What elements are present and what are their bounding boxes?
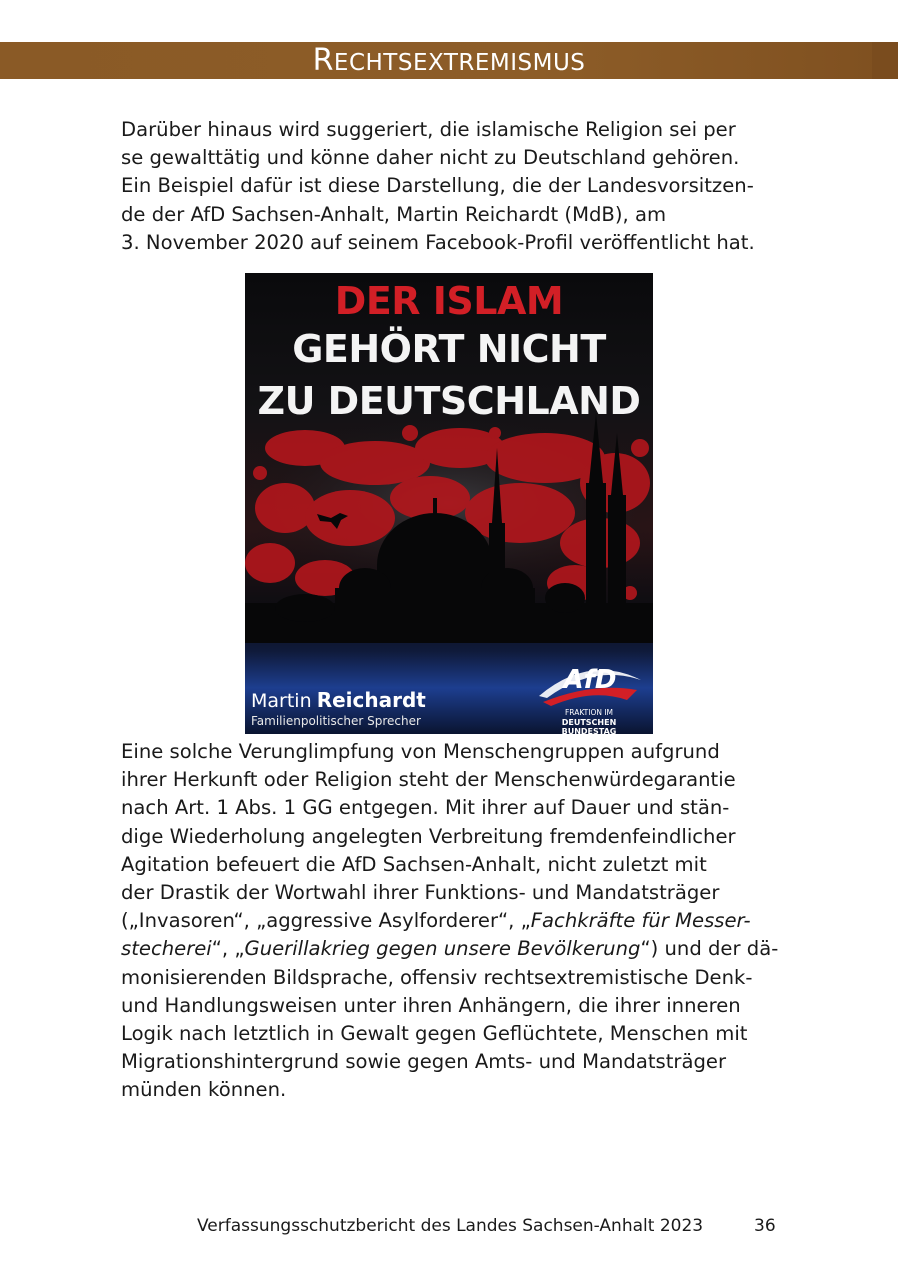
paragraph-line: ihrer Herkunft oder Religion steht der Menschenwürdegarantie xyxy=(121,768,736,792)
intro-line: 3. November 2020 auf seinem Facebook-Profil veröffentlicht hat. xyxy=(121,230,755,254)
poster-headline-white-2: ZU DEUTSCHLAND xyxy=(257,379,641,423)
paragraph-line: monisierenden Bildsprache, offensiv rechtsextremistische Denk- xyxy=(121,965,753,989)
paragraph-line: Eine solche Verunglimpfung von Menschengruppen aufgrund xyxy=(121,740,720,763)
quote-italic: Fachkräfte für Messer- xyxy=(530,909,751,933)
paragraph-line: Migrationshintergrund sowie gegen Amts- und Mandatsträger xyxy=(121,1050,727,1074)
afd-logo xyxy=(533,660,645,734)
paragraph-line xyxy=(121,907,781,935)
intro-line: Ein Beispiel dafür ist diese Darstellung, die der Landesvorsitzen- xyxy=(121,174,754,198)
footer-report-title: Verfassungsschutzbericht des Landes Sachsen-Anhalt 2023 xyxy=(197,1216,704,1236)
intro-line: se gewalttätig und könne daher nicht zu Deutschland gehören. xyxy=(121,146,740,170)
intro-paragraph xyxy=(121,116,781,257)
paragraph-line: Logik nach letztlich in Gewalt gegen Geflüchtete, Menschen mit xyxy=(121,1022,748,1046)
poster-role: Familienpolitischer Sprecher xyxy=(251,714,421,728)
section-title-initial: R xyxy=(312,43,334,78)
poster-person-name xyxy=(251,688,426,712)
intro-line: Darüber hinaus wird suggeriert, die islamische Religion sei per xyxy=(121,118,736,141)
section-title xyxy=(0,43,898,79)
poster-last-name: Reichardt xyxy=(316,688,426,712)
afd-poster-image xyxy=(245,273,653,734)
afd-logo-text: AfD xyxy=(563,665,617,695)
paragraph-line: dige Wiederholung angelegten Verbreitung fremdenfeindlicher xyxy=(121,824,736,848)
quote-text: “, „ xyxy=(211,937,245,961)
main-paragraph xyxy=(121,738,781,1105)
paragraph-line xyxy=(121,935,781,963)
poster-headline-red: DER ISLAM xyxy=(334,279,564,323)
page-number: 36 xyxy=(754,1216,776,1236)
quote-italic: Guerillakrieg gegen unsere Bevölkerung xyxy=(244,937,641,961)
paragraph-line: nach Art. 1 Abs. 1 GG entgegen. Mit ihrer auf Dauer und stän- xyxy=(121,796,730,820)
section-title-rest: ECHTSEXTREMISMUS xyxy=(333,50,586,76)
afd-logo-subtitle-2: DEUTSCHEN BUNDESTAG xyxy=(561,718,617,734)
paragraph-line: und Handlungsweisen unter ihren Anhängern, die ihrer inneren xyxy=(121,993,741,1017)
intro-line: de der AfD Sachsen-Anhalt, Martin Reichardt (MdB), am xyxy=(121,202,667,226)
poster-first-name: Martin xyxy=(251,690,312,712)
paragraph-line: Agitation befeuert die AfD Sachsen-Anhalt, nicht zuletzt mit xyxy=(121,852,707,876)
poster-headline-white-1: GEHÖRT NICHT xyxy=(292,327,606,371)
quote-italic: stecherei xyxy=(121,937,212,961)
quote-text: („Invasoren“, „aggressive Asylforderer“, „ xyxy=(121,909,531,933)
quote-text: “) und der dä- xyxy=(640,937,779,961)
afd-logo-subtitle-1: FRAKTION IM xyxy=(564,708,614,717)
paragraph-line: münden können. xyxy=(121,1078,287,1102)
paragraph-line: der Drastik der Wortwahl ihrer Funktions- und Mandatsträger xyxy=(121,881,720,905)
